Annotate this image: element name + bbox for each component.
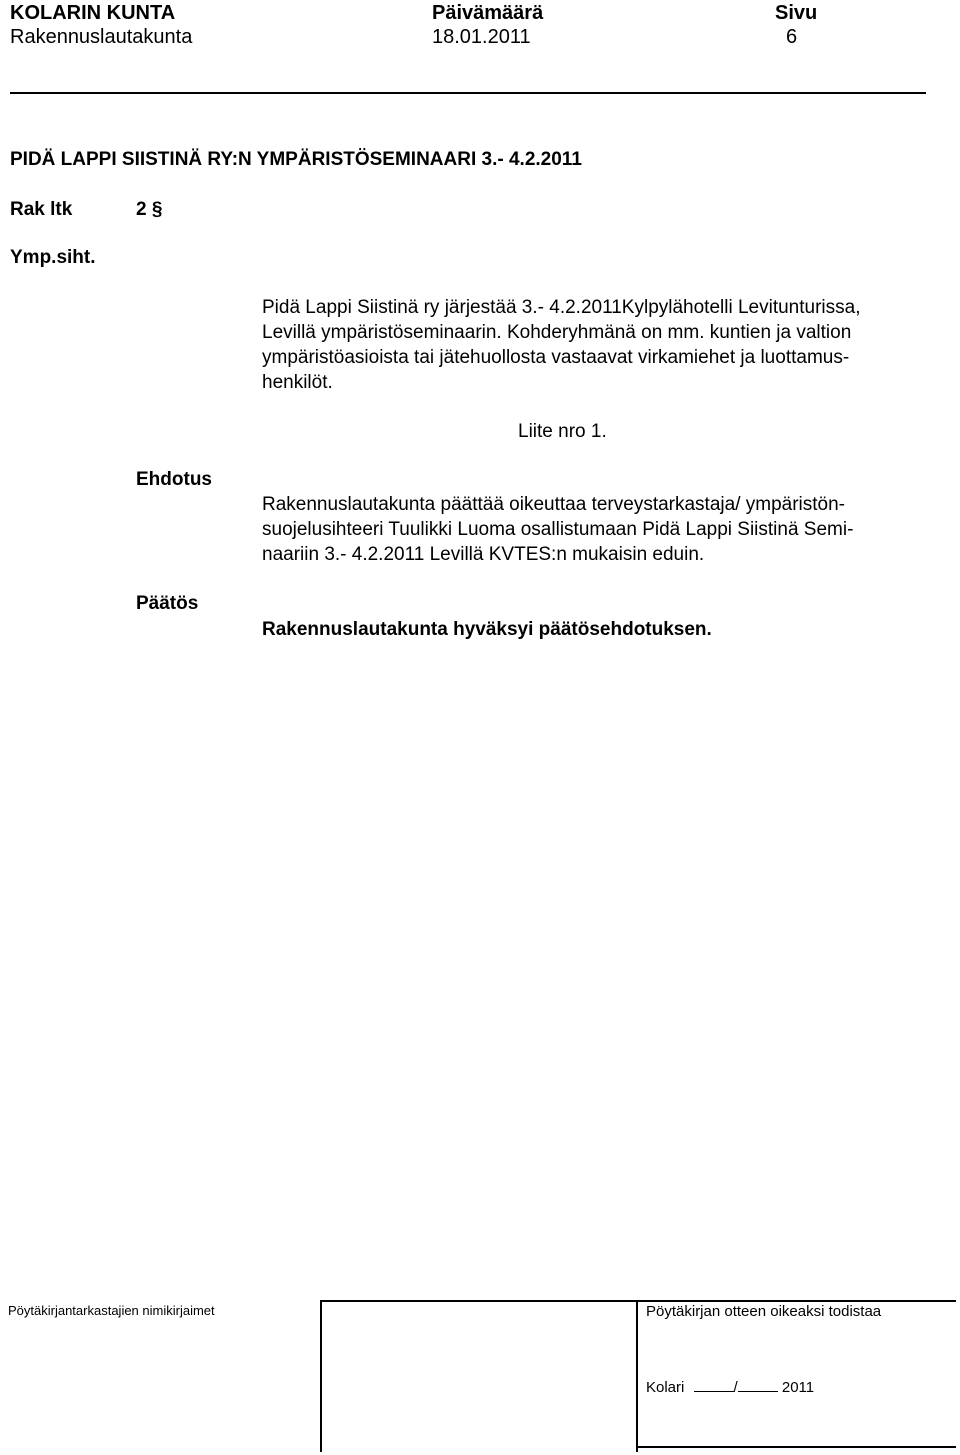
section-prefix: Rak ltk [10,199,73,220]
month-blank [738,1377,778,1392]
proposal-label: Ehdotus [136,469,212,490]
decision-text: Rakennuslautakunta hyväksyi päätösehdotuksen. [262,619,712,640]
footer-divider [636,1300,638,1452]
org-name: KOLARIN KUNTA [10,2,176,24]
proposal-text [262,492,952,567]
page-number: 6 [786,26,798,48]
date-label: Päivämäärä [432,2,544,24]
proposal-line: Rakennuslautakunta päättää oikeuttaa terveystarkastaja/ ympäristön- [262,494,845,515]
description-line: henkilöt. [262,372,333,393]
date-separator: / [733,1379,738,1396]
description-line: Pidä Lappi Siistinä ry järjestää 3.- 4.2.2011Kylpylähotelli Levitunturissa, [262,297,861,318]
item-title: PIDÄ LAPPI SIISTINÄ RY:N YMPÄRISTÖSEMINAARI 3.- 4.2.2011 [10,149,582,170]
attachment-ref: Liite nro 1. [518,421,607,442]
footer-bottom-rule [636,1446,956,1448]
page-label: Sivu [775,2,818,24]
description-line: ympäristöasioista tai jätehuollosta vastaavat virkamiehet ja luottamus- [262,347,850,368]
description [262,295,952,395]
decision-label: Päätös [136,593,199,614]
board-name: Rakennuslautakunta [10,26,193,48]
footer-left-rule [320,1300,322,1452]
responsible-officer: Ymp.siht. [10,247,96,268]
place: Kolari [646,1379,685,1396]
footer-rule [320,1300,956,1302]
day-blank [694,1377,734,1392]
initials-label: Pöytäkirjantarkastajien nimikirjaimet [8,1303,215,1318]
proposal-line: naariin 3.- 4.2.2011 Levillä KVTES:n mukaisin eduin. [262,544,705,565]
proposal-line: suojelusihteeri Tuulikki Luoma osallistumaan Pidä Lappi Siistinä Semi- [262,519,854,540]
section-number: 2 § [136,199,163,220]
certify-date [646,1377,814,1396]
certify-label: Pöytäkirjan otteen oikeaksi todistaa [646,1303,882,1320]
header-rule [10,92,926,94]
year: 2011 [781,1379,815,1396]
description-line: Levillä ympäristöseminaarin. Kohderyhmänä on mm. kuntien ja valtion [262,322,852,343]
date-value: 18.01.2011 [432,26,531,48]
